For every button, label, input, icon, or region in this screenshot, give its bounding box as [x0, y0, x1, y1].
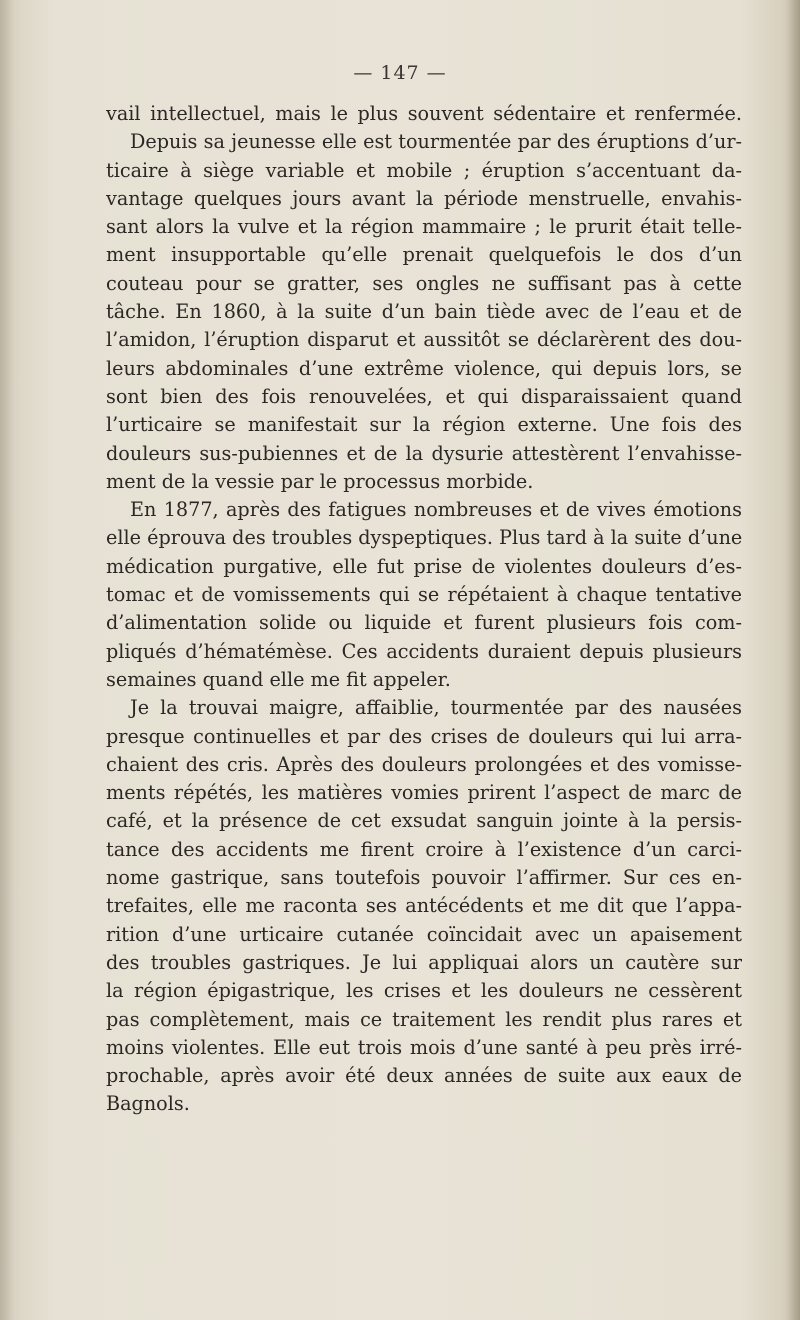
text-line: tâche. En 1860, à la suite d’un bain tiède avec de l’eau et de [106, 300, 742, 324]
text-line: sont bien des fois renouvelées, et qui disparaissaient quand [106, 384, 742, 408]
text-line: vantage quelques jours avant la période menstruelle, envahis- [106, 186, 742, 210]
text-line: ment insupportable qu’elle prenait quelquefois le dos d’un [106, 243, 742, 267]
text-line: tomac et de vomissements qui se répétaient à chaque tentative [106, 583, 742, 607]
text-line: En 1877, après des fatigues nombreuses et de vives émotions [130, 498, 742, 522]
text-line: médication purgative, elle fut prise de violentes douleurs d’es- [106, 554, 742, 578]
page-number: — 147 — [353, 62, 447, 84]
page-left-edge [0, 0, 14, 1320]
text-line: leurs abdominales d’une extrême violence, qui depuis lors, se [106, 356, 742, 380]
text-line: l’urticaire se manifestait sur la région externe. Une fois des [106, 413, 742, 437]
text-line: café, et la présence de cet exsudat sanguin jointe à la persis- [106, 809, 742, 833]
text-line: prochable, après avoir été deux années de suite aux eaux de [106, 1064, 742, 1088]
body-text [106, 100, 742, 1119]
text-line: tance des accidents me firent croire à l’existence d’un carci- [106, 837, 742, 861]
text-line: nome gastrique, sans toutefois pouvoir l’affirmer. Sur ces en- [106, 866, 742, 890]
text-line: rition d’une urticaire cutanée coïncidait avec un apaisement [106, 922, 742, 946]
page-right-edge [786, 0, 800, 1320]
text-line: ments répétés, les matières vomies prirent l’aspect de marc de [106, 781, 742, 805]
text-line: presque continuelles et par des crises de douleurs qui lui arra- [106, 724, 742, 748]
text-line: couteau pour se gratter, ses ongles ne suffisant pas à cette [106, 271, 742, 295]
text-line: Je la trouvai maigre, affaiblie, tourmentée par des nausées [130, 696, 742, 720]
text-line: pliqués d’hématémèse. Ces accidents duraient depuis plusieurs [106, 639, 742, 663]
text-line: semaines quand elle me fit appeler. [106, 667, 451, 691]
text-line: ment de la vessie par le processus morbide. [106, 469, 534, 493]
text-line: Depuis sa jeunesse elle est tourmentée par des éruptions d’ur- [130, 130, 742, 154]
text-line: vail intellectuel, mais le plus souvent sédentaire et renfermée. [106, 102, 742, 125]
text-line: ticaire à siège variable et mobile ; éruption s’accentuant da- [106, 158, 742, 182]
text-line: pas complètement, mais ce traitement les rendit plus rares et [106, 1007, 742, 1031]
text-line: sant alors la vulve et la région mammaire ; le prurit était telle- [106, 215, 742, 239]
text-line: douleurs sus-pubiennes et de la dysurie attestèrent l’envahisse- [106, 441, 742, 465]
text-line: l’amidon, l’éruption disparut et aussitôt se déclarèrent des dou- [106, 328, 742, 352]
text-line: elle éprouva des troubles dyspeptiques. Plus tard à la suite d’une [106, 526, 742, 550]
text-line: d’alimentation solide ou liquide et furent plusieurs fois com- [106, 611, 742, 635]
text-line: moins violentes. Elle eut trois mois d’une santé à peu près irré- [106, 1035, 742, 1059]
text-line: la région épigastrique, les crises et les douleurs ne cessèrent [106, 979, 742, 1003]
text-line: chaient des cris. Après des douleurs prolongées et des vomisse- [106, 752, 742, 776]
text-line: des troubles gastriques. Je lui appliquai alors un cautère sur [106, 950, 742, 974]
text-line: Bagnols. [106, 1092, 190, 1116]
text-line: trefaites, elle me raconta ses antécédents et me dit que l’appa- [106, 894, 742, 918]
